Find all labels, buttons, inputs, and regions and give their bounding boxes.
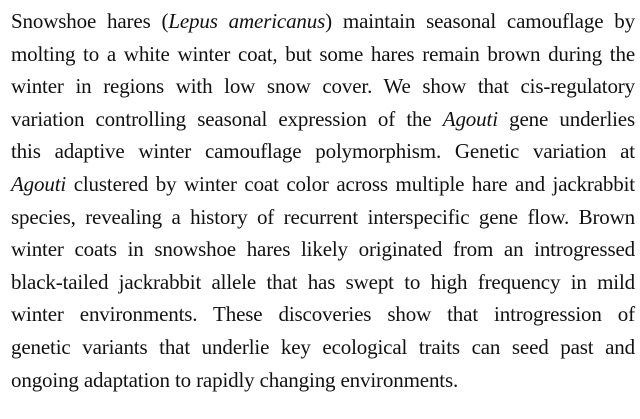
text-segment: winter coats in snowshoe hares likely originated from an introgressed (11, 237, 635, 262)
text-segment: genetic variants that underlie key ecological traits can seed past and (11, 334, 635, 359)
text-segment: molting to a white winter coat, but some hares remain brown during the (11, 41, 635, 66)
text-segment: this adaptive winter camouflage polymorphism. Genetic variation at (11, 139, 635, 164)
text-segment: ongoing adaptation to rapidly changing environments. (11, 367, 459, 392)
gene-name-italic: Agouti (442, 106, 498, 131)
text-segment: Snowshoe hares ( (11, 9, 169, 33)
text-segment: ) maintain seasonal camouflage by (325, 9, 635, 33)
text-segment: black-tailed jackrabbit allele that has swept to high frequency in mild (11, 269, 635, 294)
text-segment: species, revealing a history of recurrent interspecific gene flow. Brown (11, 204, 635, 229)
abstract-line-3 (11, 70, 635, 103)
abstract-line-10 (11, 298, 635, 331)
abstract-line-2 (11, 38, 635, 71)
abstract-line-9 (11, 266, 635, 299)
text-segment: variation controlling seasonal expression of the (11, 106, 443, 131)
species-name-italic: Lepus americanus (168, 9, 326, 33)
abstract-line-6 (11, 168, 635, 201)
abstract-line-5 (11, 135, 635, 168)
text-segment: winter environments. These discoveries show that introgression of (11, 302, 635, 327)
abstract-line-8 (11, 233, 635, 266)
abstract-paragraph (11, 5, 635, 396)
abstract-line-11 (11, 331, 635, 364)
text-segment: gene underlies (497, 106, 636, 131)
gene-name-italic: Agouti (11, 171, 67, 196)
abstract-line-1 (11, 5, 635, 38)
text-segment: winter in regions with low snow cover. We show that cis-regulatory (11, 74, 635, 99)
abstract-line-7 (11, 201, 635, 234)
abstract-line-12 (11, 364, 635, 397)
abstract-line-4 (11, 103, 635, 136)
text-segment: clustered by winter coat color across multiple hare and jackrabbit (66, 171, 635, 196)
